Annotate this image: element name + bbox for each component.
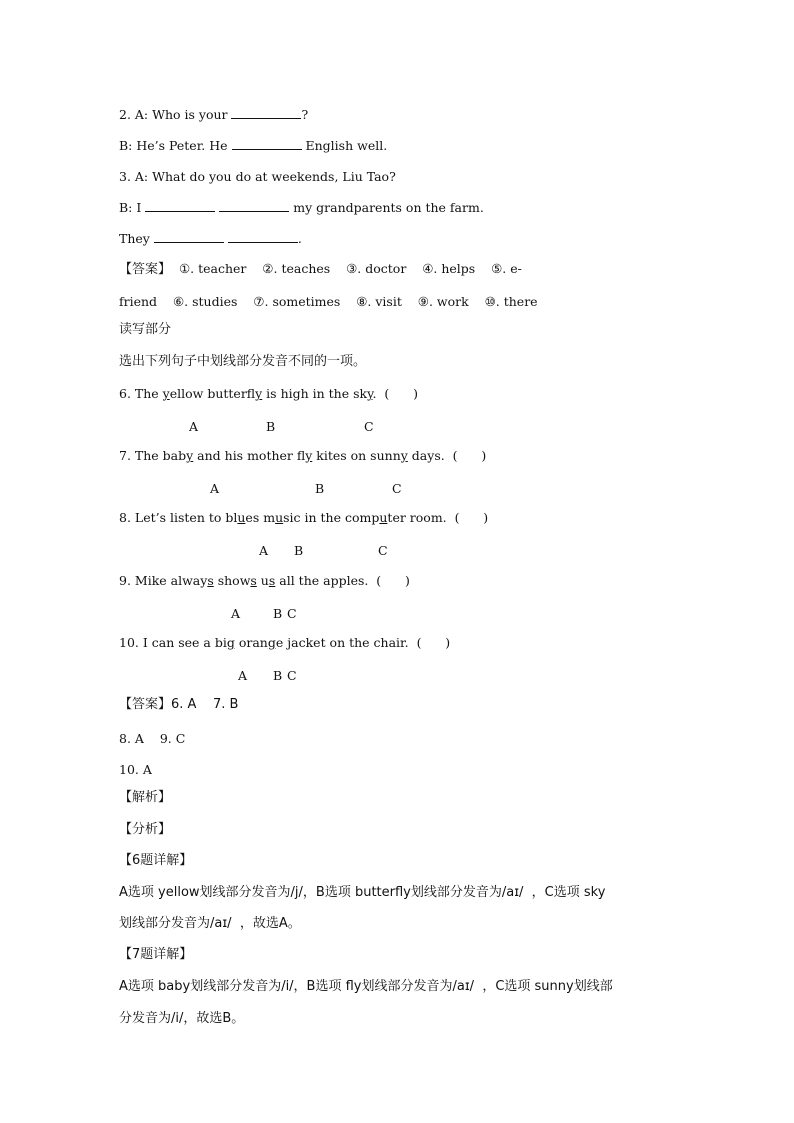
option-a-label: A xyxy=(231,606,241,621)
q7-text: and his mother fl xyxy=(193,448,306,463)
option-c-label: C xyxy=(287,668,297,683)
q2-a-text: 2. A: Who is your xyxy=(119,107,232,122)
q3-b-line xyxy=(119,200,484,216)
answer-blank[interactable] xyxy=(228,231,298,243)
option-c-label: C xyxy=(392,481,402,496)
question-6 xyxy=(119,386,418,402)
answer-blank[interactable] xyxy=(219,200,289,212)
underlined-part-c: y xyxy=(367,386,373,401)
q6-text: is high in the sk xyxy=(262,386,368,401)
q3-they-line xyxy=(119,231,302,247)
q10-text: acket on the chair. ( ) xyxy=(291,635,451,650)
question-7 xyxy=(119,448,486,464)
q3-b-text: B: I xyxy=(119,200,146,215)
q10-text: oran xyxy=(234,635,268,650)
q8-text: es m xyxy=(245,510,276,525)
q7-text: kites on sunn xyxy=(312,448,401,463)
answer-blank[interactable] xyxy=(145,200,215,212)
q2-b-text: B: He’s Peter. He xyxy=(119,138,232,153)
underlined-part-a: g xyxy=(226,635,235,650)
underlined-part-b: s xyxy=(250,573,257,588)
underlined-part-a: y xyxy=(186,448,194,463)
q3-they-suffix: . xyxy=(297,231,302,246)
q9-text: show xyxy=(213,573,251,588)
option-a-label: A xyxy=(238,668,248,683)
q3-b-suffix: my grandparents on the farm. xyxy=(289,200,484,215)
q9-text: 9. Mike alway xyxy=(119,573,208,588)
question-9 xyxy=(119,573,410,589)
answer-blank[interactable] xyxy=(231,107,301,119)
underlined-part-c: y xyxy=(400,448,408,463)
q10-text: e xyxy=(275,635,288,650)
answer2-line1: 【答案】6. A 7. B xyxy=(119,697,239,712)
underlined-part-c: s xyxy=(268,573,276,588)
q8-text: 8. Let’s listen to bl xyxy=(119,510,238,525)
analysis-subheading: 【分析】 xyxy=(119,822,172,837)
q6-text: 6. The xyxy=(119,386,163,401)
option-c-label: C xyxy=(364,419,374,434)
option-c-label: C xyxy=(378,543,388,558)
q10-text: 10. I can see a bi xyxy=(119,635,227,650)
q2-b-line xyxy=(119,138,387,154)
option-b-label: B xyxy=(273,668,283,683)
q7-text: 7. The bab xyxy=(119,448,187,463)
underlined-part-b: u xyxy=(275,510,284,525)
q6-detail-line2: 划线部分发音为/aɪ/ ，故选A。 xyxy=(119,916,301,931)
q6-detail-heading: 【6题详解】 xyxy=(119,853,193,868)
answer1-line2: friend ⑥. studies ⑦. sometimes ⑧. visit ⑨. work ⑩. there xyxy=(119,294,538,309)
q6-detail-line1: A选项 yellow划线部分发音为/j/，B选项 butterfly划线部分发音为/aɪ/ ，C选项 sky xyxy=(119,885,606,900)
underlined-part-a: u xyxy=(237,510,246,525)
underlined-part-b: g xyxy=(267,635,276,650)
q6-text: ellow butterfl xyxy=(169,386,256,401)
q7-detail-line1: A选项 baby划线部分发音为/i/，B选项 fly划线部分发音为/aɪ/ ，C选项 sunny划线部 xyxy=(119,979,613,994)
answer-blank[interactable] xyxy=(154,231,224,243)
underlined-part-b: y xyxy=(305,448,313,463)
q9-text: all the apples. ( ) xyxy=(275,573,410,588)
option-b-label: B xyxy=(315,481,325,496)
option-b-label: B xyxy=(273,606,283,621)
answer-tag: 【答案】 xyxy=(119,262,172,277)
answer1-text: ①. teacher ②. teaches ③. doctor ④. helps ⑤. e- xyxy=(171,261,522,276)
q9-text: u xyxy=(256,573,269,588)
q2-a-suffix: ? xyxy=(301,107,309,122)
question-8 xyxy=(119,510,488,526)
q8-text: ter room. ( ) xyxy=(387,510,489,525)
q3-they-text: They xyxy=(119,231,154,246)
underlined-part-a: y xyxy=(162,386,170,401)
answer2-line2: 8. A 9. C xyxy=(119,731,186,746)
underlined-part-c: j xyxy=(287,635,292,650)
option-a-label: A xyxy=(189,419,199,434)
underlined-part-c: u xyxy=(379,510,388,525)
q7-detail-heading: 【7题详解】 xyxy=(119,947,193,962)
answer-blank[interactable] xyxy=(232,138,302,150)
q8-text: sic in the comp xyxy=(283,510,380,525)
answer2-line3: 10. A xyxy=(119,762,152,777)
section-title: 读写部分 xyxy=(119,322,172,337)
option-b-label: B xyxy=(266,419,276,434)
option-a-label: A xyxy=(259,543,269,558)
answer1-line1 xyxy=(119,261,522,278)
analysis-heading: 【解析】 xyxy=(119,790,172,805)
q3-a-line: 3. A: What do you do at weekends, Liu Tao? xyxy=(119,169,396,184)
q7-text: days. ( ) xyxy=(407,448,487,463)
question-10 xyxy=(119,635,450,651)
q2-a-line xyxy=(119,107,308,123)
q6-text: . ( ) xyxy=(372,386,419,401)
section-instruction: 选出下列句子中划线部分发音不同的一项。 xyxy=(119,354,367,369)
option-b-label: B xyxy=(294,543,304,558)
q2-b-suffix: English well. xyxy=(301,138,388,153)
underlined-part-a: s xyxy=(207,573,214,588)
option-c-label: C xyxy=(287,606,297,621)
option-a-label: A xyxy=(210,481,220,496)
underlined-part-b: y xyxy=(255,386,263,401)
q7-detail-line2: 分发音为/i/，故选B。 xyxy=(119,1011,245,1026)
